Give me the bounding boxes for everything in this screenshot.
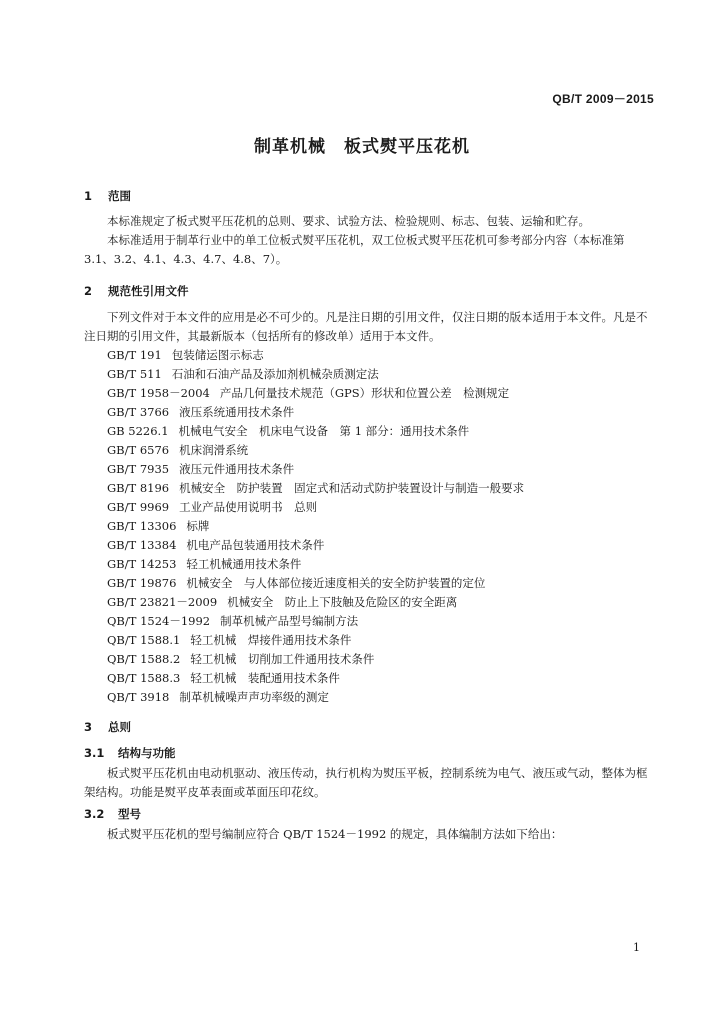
section-number: 1 [84,189,93,203]
reference-item [107,612,524,631]
reference-item [107,574,524,593]
reference-title: 液压系统通用技术条件 [179,405,295,419]
document-title: 制革机械 板式熨平压花机 [254,137,470,157]
reference-code: GB/T 19876 [107,576,177,590]
scope-paragraph-1: 本标准规定了板式熨平压花机的总则、要求、试验方法、检验规则、标志、包装、运输和贮存。 [107,214,590,228]
structure-function-paragraph: 板式熨平压花机由电动机驱动、液压传动，执行机构为熨压平板，控制系统为电气、液压或气动，整体为框架结构。功能是熨平皮革表面或革面压印花纹。 [84,766,648,799]
reference-code: GB/T 23821－2009 [107,595,218,609]
reference-title: 机械安全 与人体部位接近速度相关的安全防护装置的定位 [186,576,486,590]
section-number: 3.1 [84,746,105,760]
reference-title: 液压元件通用技术条件 [179,462,295,476]
reference-title: 包装储运图示标志 [171,348,264,362]
reference-item [107,555,524,574]
reference-code: GB/T 191 [107,348,162,362]
section-title: 结构与功能 [118,746,176,760]
reference-title: 产品几何量技术规范（GPS）形状和位置公差 检测规定 [219,386,510,400]
reference-code: QB/T 3918 [107,690,170,704]
reference-code: GB/T 6576 [107,443,170,457]
section-3-2-heading [84,806,141,822]
reference-title: 工业产品使用说明书 总则 [179,500,318,514]
reference-title: 机床润滑系统 [179,443,249,457]
model-paragraph: 板式熨平压花机的型号编制应符合 QB/T 1524－1992 的规定，具体编制方法如下给出： [107,827,563,841]
section-title: 范围 [108,189,131,203]
references-intro: 下列文件对于本文件的应用是必不可少的。凡是注日期的引用文件，仅注日期的版本适用于本文件。凡是不注日期的引用文件，其最新版本（包括所有的修改单）适用于本文件。 [84,310,648,343]
reference-title: 标牌 [186,519,210,533]
reference-title: 轻工机械 焊接件通用技术条件 [190,633,352,647]
reference-code: GB 5226.1 [107,424,169,438]
reference-code: QB/T 1524－1992 [107,614,211,628]
section-title: 型号 [118,807,141,821]
reference-code: GB/T 9969 [107,500,170,514]
section-3-heading [84,719,131,735]
section-title: 规范性引用文件 [108,284,189,298]
section-3-1-heading [84,745,176,761]
reference-title: 制革机械噪声声功率级的测定 [179,690,329,704]
page-number: 1 [633,941,640,954]
section-2-heading [84,283,189,299]
section-number: 2 [84,284,93,298]
reference-item [107,498,524,517]
reference-code: QB/T 1588.3 [107,671,181,685]
reference-code: GB/T 7935 [107,462,170,476]
reference-code: GB/T 3766 [107,405,170,419]
reference-item [107,384,524,403]
reference-title: 轻工机械通用技术条件 [186,557,302,571]
reference-item [107,441,524,460]
reference-title: 机械安全 防护装置 固定式和活动式防护装置设计与制造一般要求 [179,481,525,495]
reference-code: GB/T 13384 [107,538,177,552]
reference-title: 轻工机械 装配通用技术条件 [190,671,340,685]
reference-item [107,688,524,707]
reference-code: QB/T 1588.2 [107,652,181,666]
reference-code: GB/T 14253 [107,557,177,571]
reference-item [107,650,524,669]
reference-title: 轻工机械 切削加工件通用技术条件 [190,652,375,666]
reference-title: 石油和石油产品及添加剂机械杂质测定法 [171,367,379,381]
section-number: 3 [84,720,93,734]
reference-title: 机电产品包装通用技术条件 [186,538,325,552]
section-number: 3.2 [84,807,105,821]
section-1-heading [84,188,131,204]
section-title: 总则 [108,720,131,734]
scope-paragraph-2: 本标准适用于制革行业中的单工位板式熨平压花机，双工位板式熨平压花机可参考部分内容（本标准第 3.1、3.2、4.1、4.3、4.7、4.8、7）。 [84,233,625,266]
reference-item [107,669,524,688]
reference-item [107,593,524,612]
reference-item [107,403,524,422]
reference-item [107,631,524,650]
reference-title: 机械安全 防止上下肢触及危险区的安全距离 [227,595,458,609]
reference-code: QB/T 1588.1 [107,633,181,647]
reference-code: GB/T 8196 [107,481,170,495]
reference-item [107,346,524,365]
reference-item [107,479,524,498]
reference-title: 机械电气安全 机床电气设备 第 1 部分：通用技术条件 [178,424,470,438]
reference-item [107,365,524,384]
standard-code: QB/T 2009－2015 [552,92,654,106]
reference-list [107,346,524,707]
reference-code: GB/T 1958－2004 [107,386,210,400]
reference-title: 制革机械产品型号编制方法 [220,614,359,628]
reference-code: GB/T 511 [107,367,162,381]
reference-item [107,536,524,555]
reference-item [107,517,524,536]
reference-item [107,422,524,441]
reference-code: GB/T 13306 [107,519,177,533]
reference-item [107,460,524,479]
